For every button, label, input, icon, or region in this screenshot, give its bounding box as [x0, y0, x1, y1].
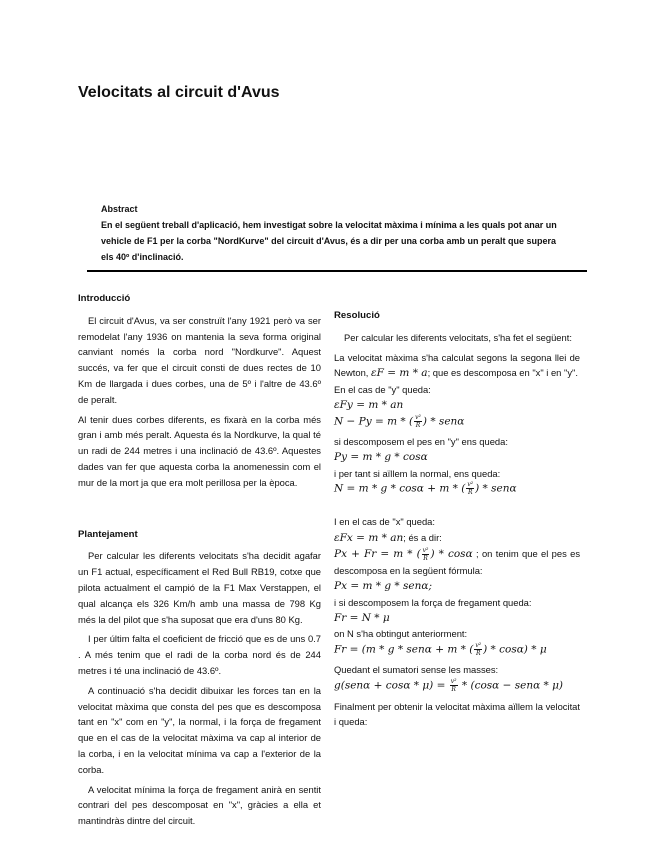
newton-text: La velocitat màxima s'ha calculat segons la segona llei de Newton,: [334, 351, 580, 379]
equation-px: Px = m * g * senα;: [334, 579, 432, 592]
plantejament-heading: Plantejament: [78, 528, 138, 540]
resolucio-paragraph-1: Per calcular les diferents velocitats, s'ha fet el següent:: [344, 331, 572, 343]
equation-py: Py = m * g * cosα: [334, 450, 428, 463]
equation-fr-expanded: Fr = (m * g * senα + m * ( $\frac{\text{v²}}{R}$ ) * cosα) * μ: [334, 642, 547, 658]
case-x-text: I en el cas de "x" queda:: [334, 515, 435, 527]
final-text: Finalment per obtenir la velocitat màxima aïllem la velocitat i queda:: [334, 700, 580, 728]
fraction: $\frac{\text{v²}}{R}$: [475, 642, 482, 658]
plantejament-paragraph-2: I per últim falta el coeficient de fricció que es de uns 0.7 . A més tenim que el radi de la corba nord és de 244 metres i té una inclinació de 43.6º.: [78, 633, 321, 676]
intro-heading: Introducció: [78, 293, 131, 304]
section-divider: [87, 270, 587, 272]
left-column: [78, 291, 321, 829]
abstract: [101, 201, 561, 265]
equation-fx-line: εFx = m * an; és a dir:: [334, 531, 442, 544]
abstract-heading: Abstract: [101, 204, 138, 214]
sum-text: Quedant el sumatori sense les masses:: [334, 664, 499, 676]
newton-equation: εF = m * a: [371, 367, 428, 380]
equation-px-fr-line: Px + Fr = m * ( $\frac{\text{v²}}{R}$ ) * cosα ; on tenim que el pes es descomposa en la següent fórmula:: [334, 546, 581, 577]
fraction: $\frac{\text{v²}}{R}$: [422, 546, 429, 562]
equation-normal: N = m * g * cosα + m * ( $\frac{\text{v²}}{R}$ ) * senα: [334, 481, 517, 497]
newton-text-2: ; que es descomposa en "x" i en "y".: [427, 367, 578, 379]
resolucio-paragraph-2: [334, 350, 580, 383]
friction-text: i si descomposem la força de fregament queda:: [334, 596, 532, 608]
abstract-text: En el següent treball d'aplicació, hem investigat sobre la velocitat màxima i mínima a les quals pot anar un vehicle de F1 per la corba "NordKurve" del circuit d'Avus, és a dir per una corba amb un peralt que supera els 40º d'inclinació.: [101, 220, 557, 262]
resolucio-heading: Resolució: [334, 310, 380, 321]
fraction: $\frac{\text{v²}}{R}$: [450, 678, 457, 694]
case-y-text: En el cas de "y" queda:: [334, 384, 431, 396]
normal-obtained-text: on N s'ha obtingut anteriorment:: [334, 628, 468, 640]
equation-fr: Fr = N * μ: [334, 611, 390, 624]
paper-title: Velocitats al circuit d'Avus: [78, 84, 280, 101]
intro-paragraph-2: Al tenir dues corbes diferents, es fixarà en la corba més gran i amb més peralt. Aquesta és la Nordkurve, la qual té un radi de 244 metres i una inclinació de 43.6º. Aquestes dades van fer que aquesta corba la anomenessin com el mur de la mort ja que era molt perillosa per la època.: [78, 413, 321, 488]
fraction: $\frac{\text{v²}}{R}$: [467, 481, 474, 497]
fraction: $\frac{\text{v²}}{R}$: [415, 413, 421, 429]
plantejament-paragraph-3: A continuació s'ha decidit dibuixar les forces tan en la velocitat màxima que consta del pes que es descomposa tant en "x" com en "y", la normal, i la força de fregament que en el cas de la velocitat màxima va cap al interior de la corba, i en la velocitat mínima va cap a l'exterior de la corba.: [78, 684, 321, 775]
equation-fy: εFy = m * an: [334, 398, 404, 411]
right-column: [334, 308, 580, 730]
normal-text: i per tant si aïllem la normal, ens queda:: [334, 467, 501, 479]
equation-n-py: N − Py = m * ( $\frac{\text{v²}}{R}$ ) * senα: [334, 413, 465, 429]
descompose-y-text: si descomposem el pes en "y" ens queda:: [334, 436, 508, 448]
equation-sum: g(senα + cosα * μ) = $\frac{\text{v²}}{R}$ * (cosα − senα * μ): [334, 678, 564, 694]
intro-paragraph-1: El circuit d'Avus, va ser construït l'any 1921 però va ser remodelat l'any 1936 on mantenia la seva forma original canviant només la corba nord "Nordkurve". Aquest succés, va fer que el circuit consti de dues rectes de 10 Km de llargada i dues corbes, una de 5º i l'altre de 43.6º de peralt.: [78, 314, 321, 405]
plantejament-paragraph-4: A velocitat mínima la força de fregament anirà en sentit contrari del pes descomposat en "x", gràcies a ella et mantindràs dintre del circuit.: [78, 783, 321, 827]
plantejament-paragraph-1: Per calcular les diferents velocitats s'ha decidit agafar un F1 actual, específicament el Red Bull RB19, cotxe que pilota actualment el campió de la F1 Max Verstappen, el qual alcança els 326 Km/h amb una massa de 798 Kg més la del pilot que s'ha suposat que era d'uns 80 Kg.: [78, 550, 321, 625]
